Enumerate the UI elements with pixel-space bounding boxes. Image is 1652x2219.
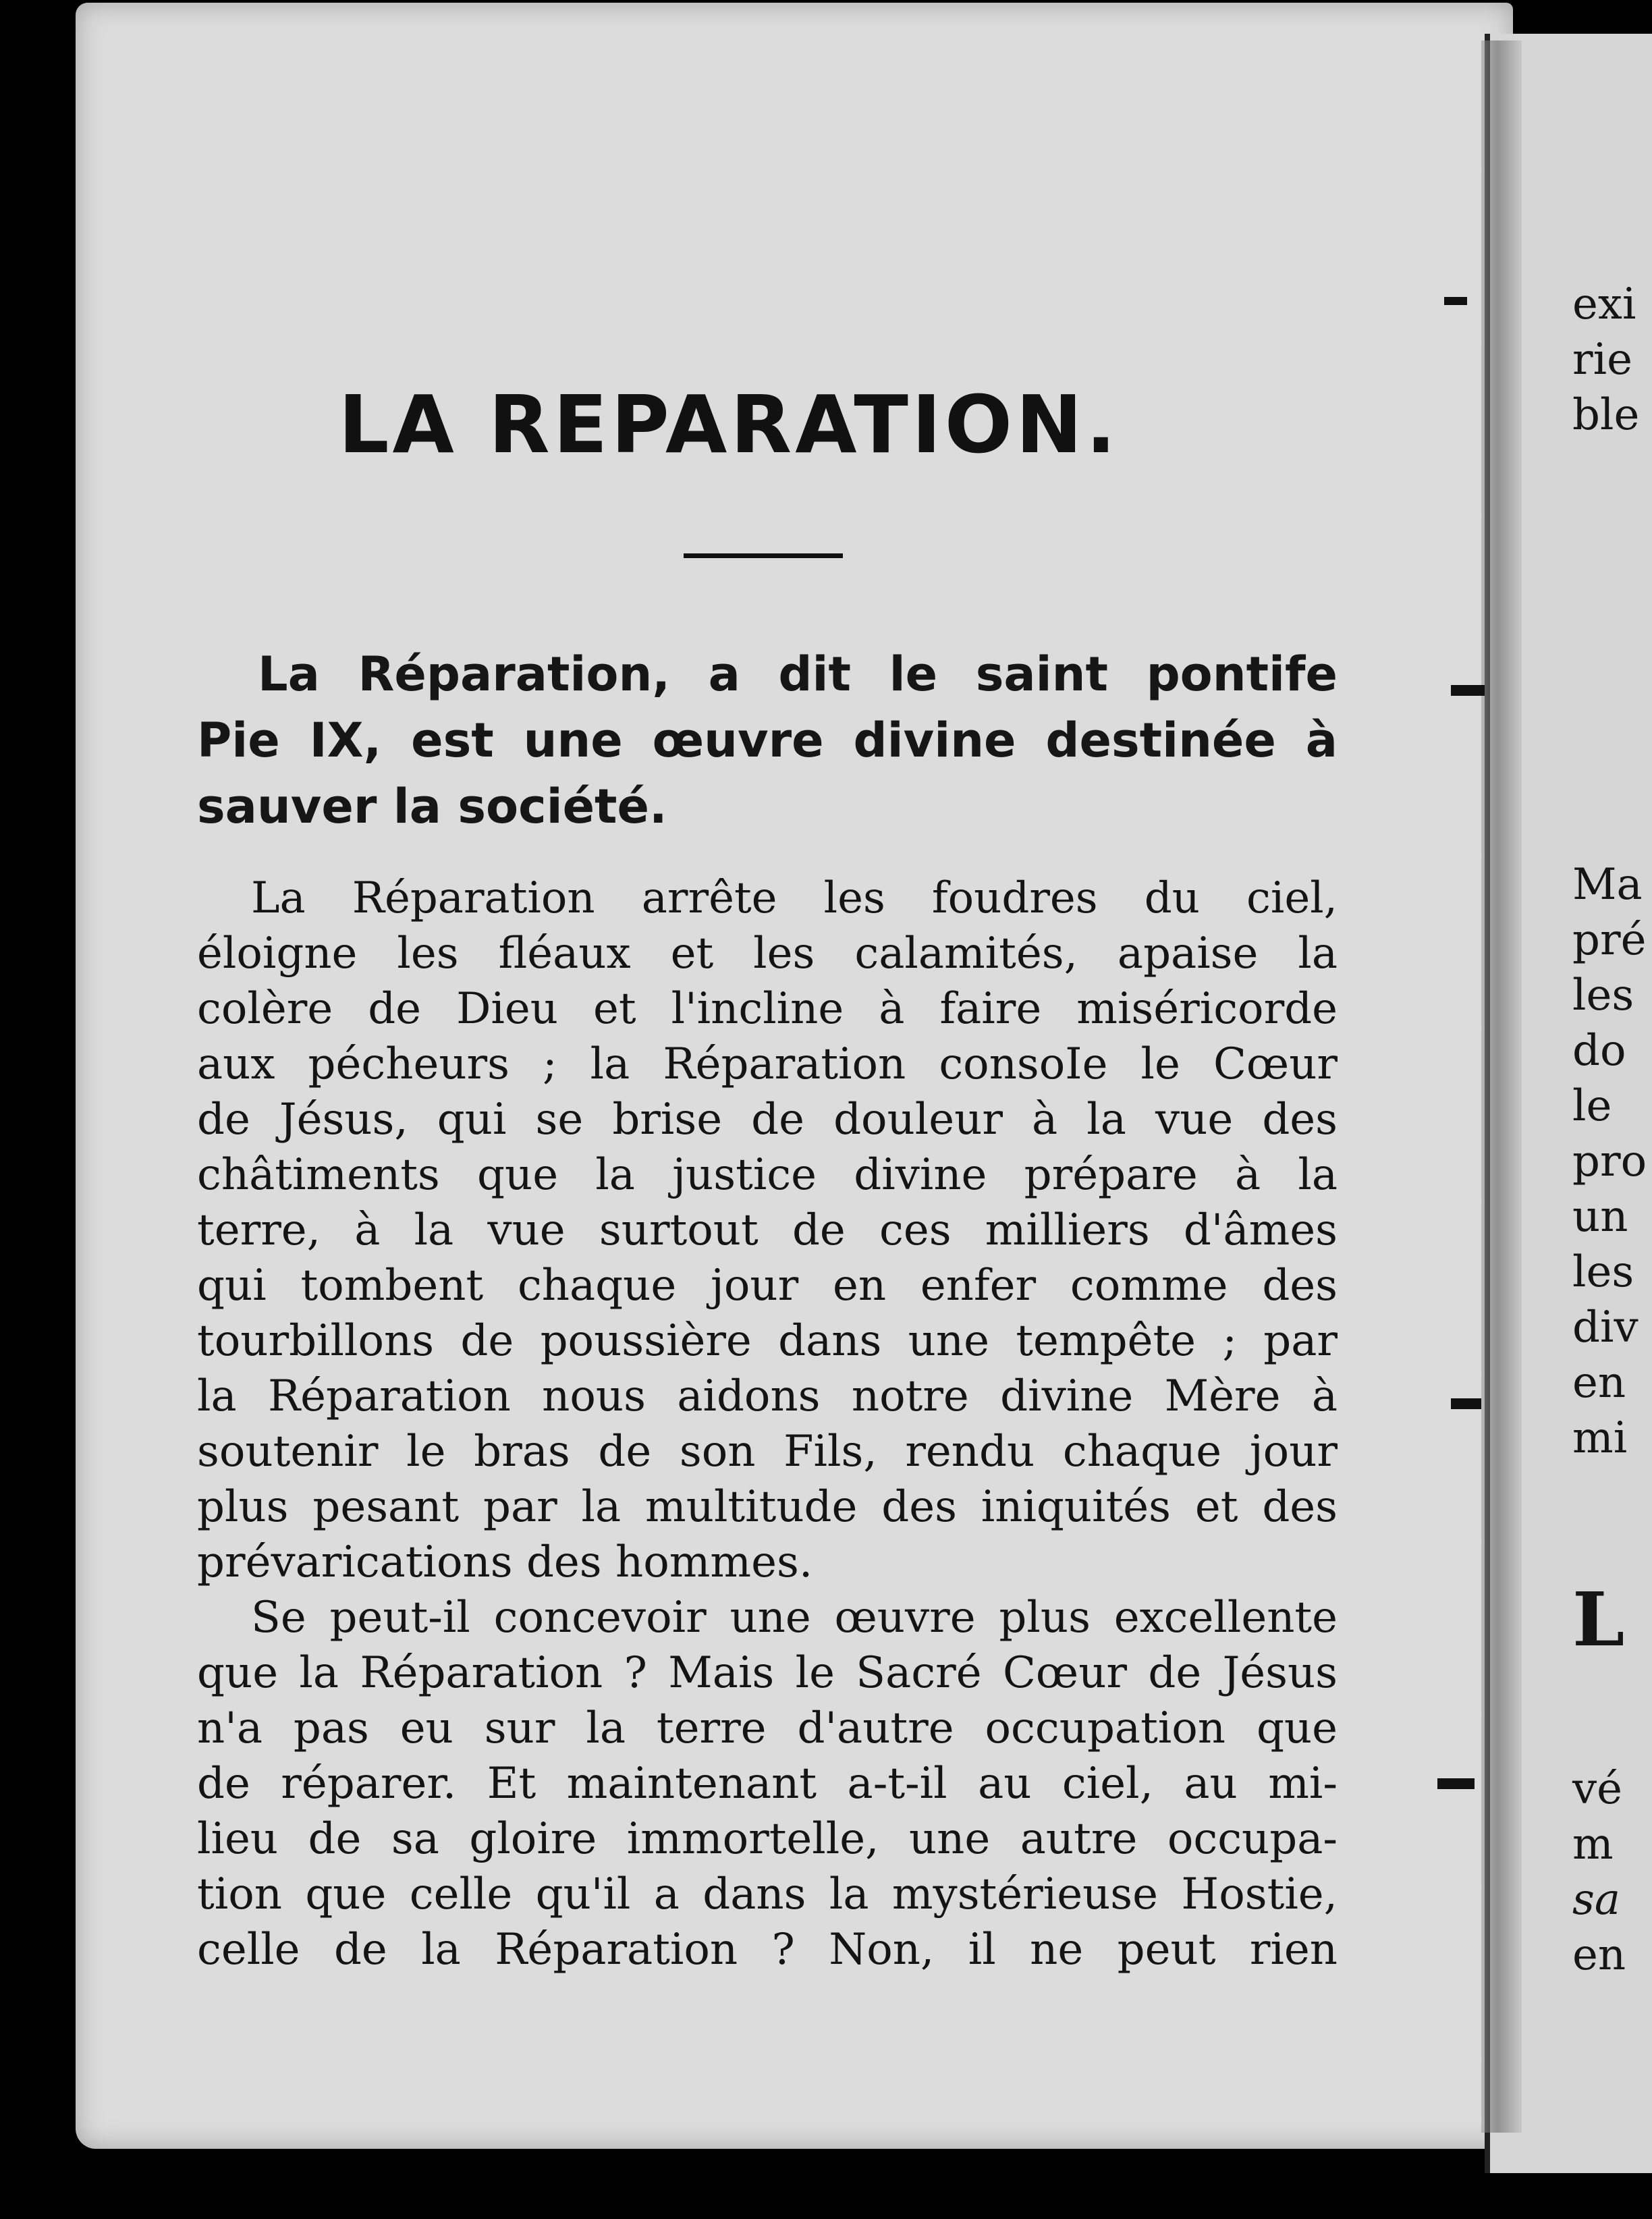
page-title: LA REPARATION.: [338, 378, 1120, 471]
fragment: rie: [1572, 335, 1632, 385]
ink-mark: [1451, 685, 1485, 696]
body-line: tourbillons de poussière dans une tempête ; par: [197, 1316, 1338, 1366]
fragment: pré: [1572, 915, 1647, 965]
lead-line: La Réparation, a dit le saint pontife: [258, 647, 1338, 702]
title-rule: [684, 553, 843, 558]
fragment: en: [1572, 1358, 1626, 1408]
fragment: m: [1572, 1819, 1614, 1869]
body-line: colère de Dieu et l'incline à faire miséricorde: [197, 984, 1338, 1034]
fragment: mi: [1572, 1413, 1628, 1463]
fragment: sa: [1572, 1875, 1620, 1925]
fragment: vé: [1572, 1764, 1623, 1814]
body-line: terre, à la vue surtout de ces milliers d'âmes: [197, 1205, 1338, 1255]
lead-paragraph: [197, 641, 1338, 840]
fragment: les: [1572, 970, 1634, 1020]
body-line: celle de la Réparation ? Non, il ne peut rien: [197, 1925, 1338, 1975]
fragment: exi: [1572, 279, 1636, 329]
ink-mark: [1444, 297, 1467, 305]
fragment: div: [1572, 1303, 1639, 1352]
body-text: [197, 871, 1338, 1977]
body-line: lieu de sa gloire immortelle, une autre occupa-: [197, 1814, 1338, 1864]
body-line: éloigne les fléaux et les calamités, apaise la: [197, 929, 1338, 979]
right-page-heading-fragment: L: [1572, 1576, 1625, 1663]
body-line: plus pesant par la multitude des iniquités et des: [197, 1482, 1338, 1532]
body-line: de Jésus, qui se brise de douleur à la vue des: [197, 1095, 1338, 1145]
page-fold-shadow: [1481, 40, 1522, 2133]
body-line: Se peut-il concevoir une œuvre plus excellente: [251, 1593, 1338, 1643]
right-page-middle-fragments: [1572, 857, 1647, 1466]
body-line: n'a pas eu sur la terre d'autre occupation que: [197, 1703, 1338, 1753]
fragment: le: [1572, 1081, 1612, 1131]
body-line: que la Réparation ? Mais le Sacré Cœur de Jésus: [197, 1648, 1338, 1698]
fragment: pro: [1572, 1136, 1647, 1186]
body-line: La Réparation arrête les foudres du ciel,: [251, 873, 1338, 923]
fragment: ble: [1572, 390, 1640, 440]
body-line: qui tombent chaque jour en enfer comme des: [197, 1261, 1338, 1311]
ink-mark: [1451, 1398, 1481, 1409]
fragment: un: [1572, 1192, 1628, 1242]
right-page-top-fragments: [1572, 277, 1639, 443]
body-line: châtiments que la justice divine prépare à la: [197, 1150, 1338, 1200]
body-line: soutenir le bras de son Fils, rendu chaque jour: [197, 1427, 1338, 1477]
body-line: la Réparation nous aidons notre divine Mère à: [197, 1371, 1338, 1421]
body-line: tion que celle qu'il a dans la mystérieuse Hostie,: [197, 1869, 1338, 1919]
right-page-bottom-fragments: [1572, 1761, 1626, 1983]
fragment: do: [1572, 1026, 1626, 1076]
fragment: en: [1572, 1930, 1626, 1980]
body-line: prévarications des hommes.: [197, 1537, 813, 1587]
fragment: les: [1572, 1247, 1634, 1297]
body-line: de réparer. Et maintenant a-t-il au ciel, au mi-: [197, 1759, 1338, 1809]
lead-line: sauver la société.: [197, 779, 667, 834]
fragment: Ma: [1572, 860, 1643, 910]
lead-line: Pie IX, est une œuvre divine destinée à: [197, 713, 1338, 768]
body-line: aux pécheurs ; la Réparation consoIe le Cœur: [197, 1039, 1338, 1089]
ink-mark: [1437, 1778, 1475, 1789]
